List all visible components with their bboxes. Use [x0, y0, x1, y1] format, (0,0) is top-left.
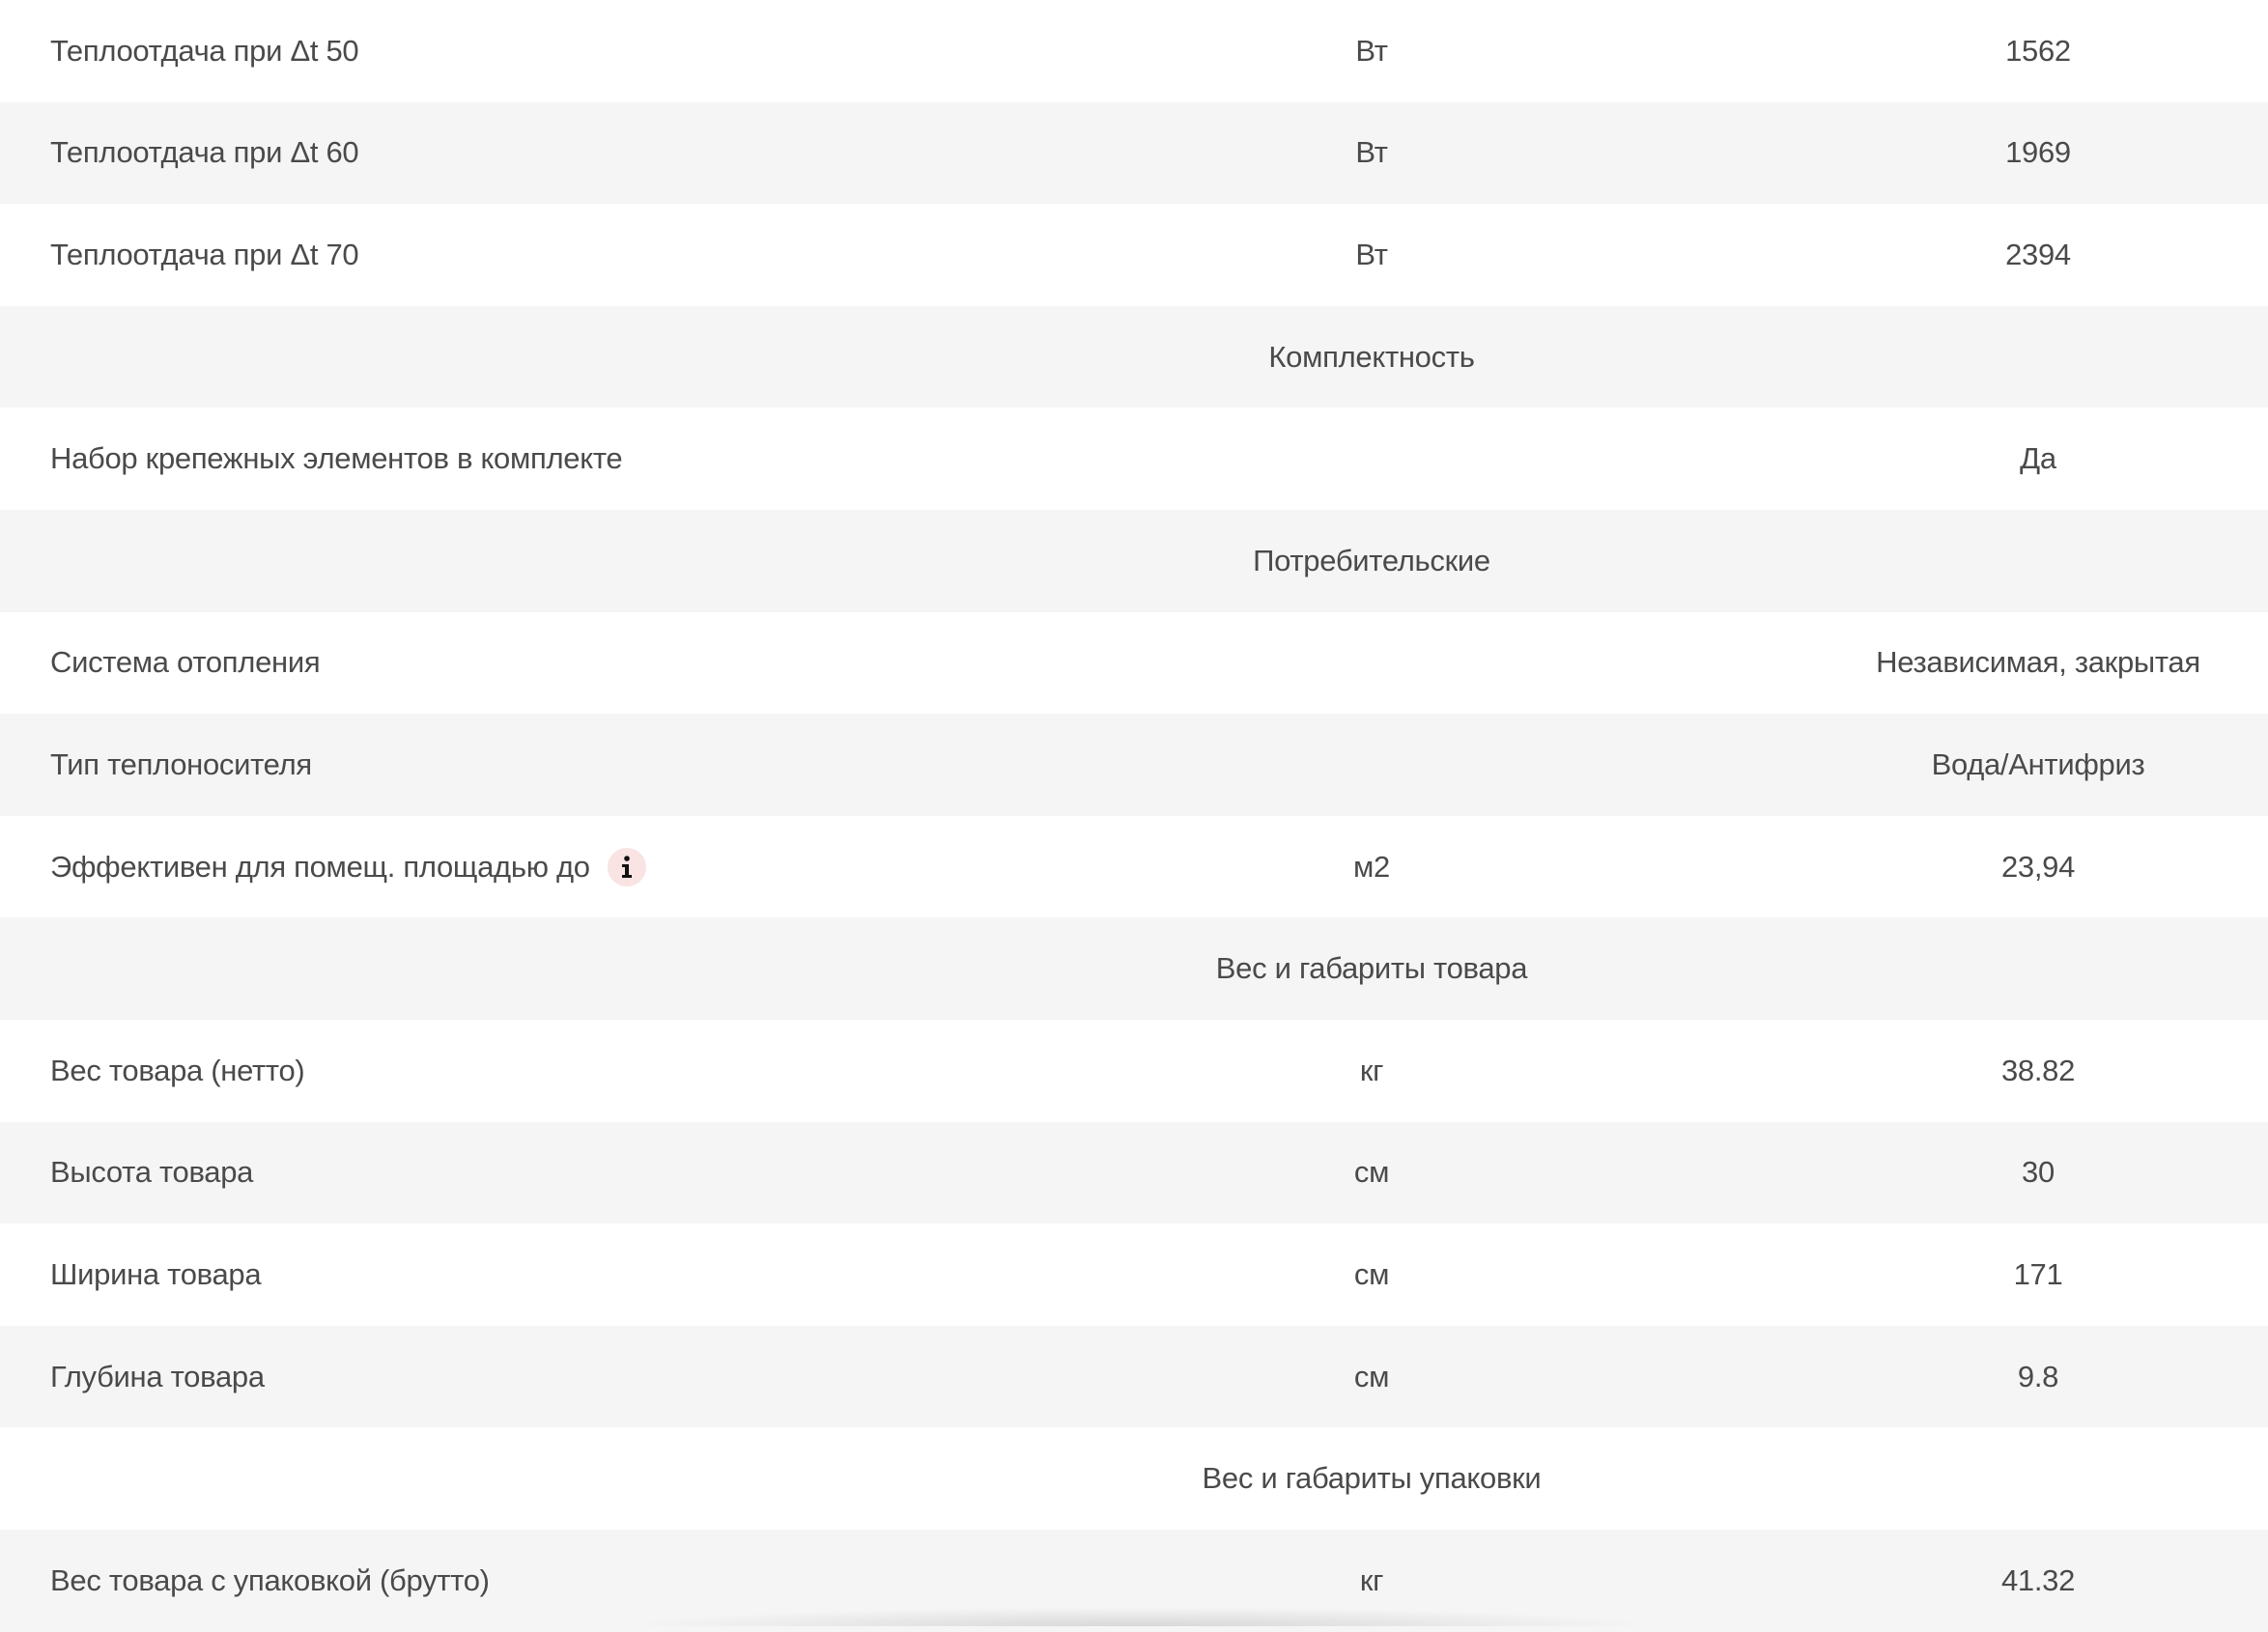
section-title: Вес и габариты упаковки: [1202, 1461, 1542, 1496]
spec-row: [0, 1530, 2268, 1632]
spec-value: 1969: [2005, 135, 2071, 170]
section-header-row: [0, 306, 2268, 408]
spec-unit: [1178, 612, 1565, 715]
info-icon[interactable]: [608, 848, 646, 886]
spec-name: Ширина товара: [50, 1256, 262, 1291]
spec-name: Эффективен для помещ. площадью до: [50, 849, 590, 884]
spec-value: 23,94: [2000, 849, 2076, 884]
section-title: Вес и габариты товара: [1215, 951, 1528, 986]
spec-row: [0, 408, 2268, 510]
spec-value: 1562: [2005, 33, 2071, 68]
spec-row: [0, 714, 2268, 816]
info-glyph-icon: [620, 856, 634, 879]
spec-unit: Вт: [1355, 237, 1388, 271]
spec-unit: кг: [1359, 1562, 1384, 1597]
spec-value: 38.82: [2000, 1053, 2076, 1087]
section-header-row: [0, 510, 2268, 612]
spec-name: Теплоотдача при Δt 60: [50, 135, 359, 170]
spec-row: [0, 1020, 2268, 1122]
spec-unit: [1178, 714, 1565, 816]
spec-row: [0, 204, 2268, 306]
spec-row: [0, 1224, 2268, 1326]
spec-value: 30: [2022, 1155, 2055, 1190]
spec-name: Тип теплоносителя: [50, 746, 312, 781]
spec-name: Теплоотдача при Δt 50: [50, 33, 359, 68]
spec-name: Высота товара: [50, 1155, 254, 1190]
spec-unit: кг: [1359, 1053, 1384, 1087]
section-title: Комплектность: [1268, 339, 1475, 374]
spec-value: 9.8: [2017, 1359, 2059, 1393]
spec-unit: Вт: [1355, 33, 1388, 68]
spec-unit: Вт: [1355, 135, 1388, 170]
spec-row: [0, 1122, 2268, 1224]
spec-name: Вес товара с упаковкой (брутто): [50, 1562, 490, 1597]
spec-value: 2394: [2005, 237, 2071, 271]
spec-name: Вес товара (нетто): [50, 1053, 305, 1087]
spec-value: Независимая, закрытая: [1876, 645, 2200, 680]
spec-name: Набор крепежных элементов в комплекте: [50, 441, 623, 476]
spec-row: [0, 102, 2268, 205]
spec-unit: см: [1353, 1155, 1390, 1190]
spec-unit: см: [1353, 1256, 1390, 1291]
section-title: Потребительские: [1253, 543, 1490, 577]
spec-unit: [1178, 408, 1565, 510]
spec-row: [0, 1326, 2268, 1428]
section-header-row: [0, 917, 2268, 1020]
spec-unit: см: [1353, 1359, 1390, 1393]
spec-row: [0, 0, 2268, 102]
spec-name-with-icon: [50, 816, 646, 918]
spec-unit: м2: [1353, 849, 1390, 884]
spec-value: Вода/Антифриз: [1931, 746, 2145, 781]
spec-value: 41.32: [2000, 1562, 2076, 1597]
spec-value: 171: [2013, 1256, 2063, 1291]
spec-name: Система отопления: [50, 645, 321, 680]
spec-value: Да: [2020, 441, 2056, 476]
spec-row: [0, 612, 2268, 715]
section-header-row: [0, 1427, 2268, 1530]
spec-name: Глубина товара: [50, 1359, 265, 1393]
spec-name: Теплоотдача при Δt 70: [50, 237, 359, 271]
spec-row: [0, 816, 2268, 918]
